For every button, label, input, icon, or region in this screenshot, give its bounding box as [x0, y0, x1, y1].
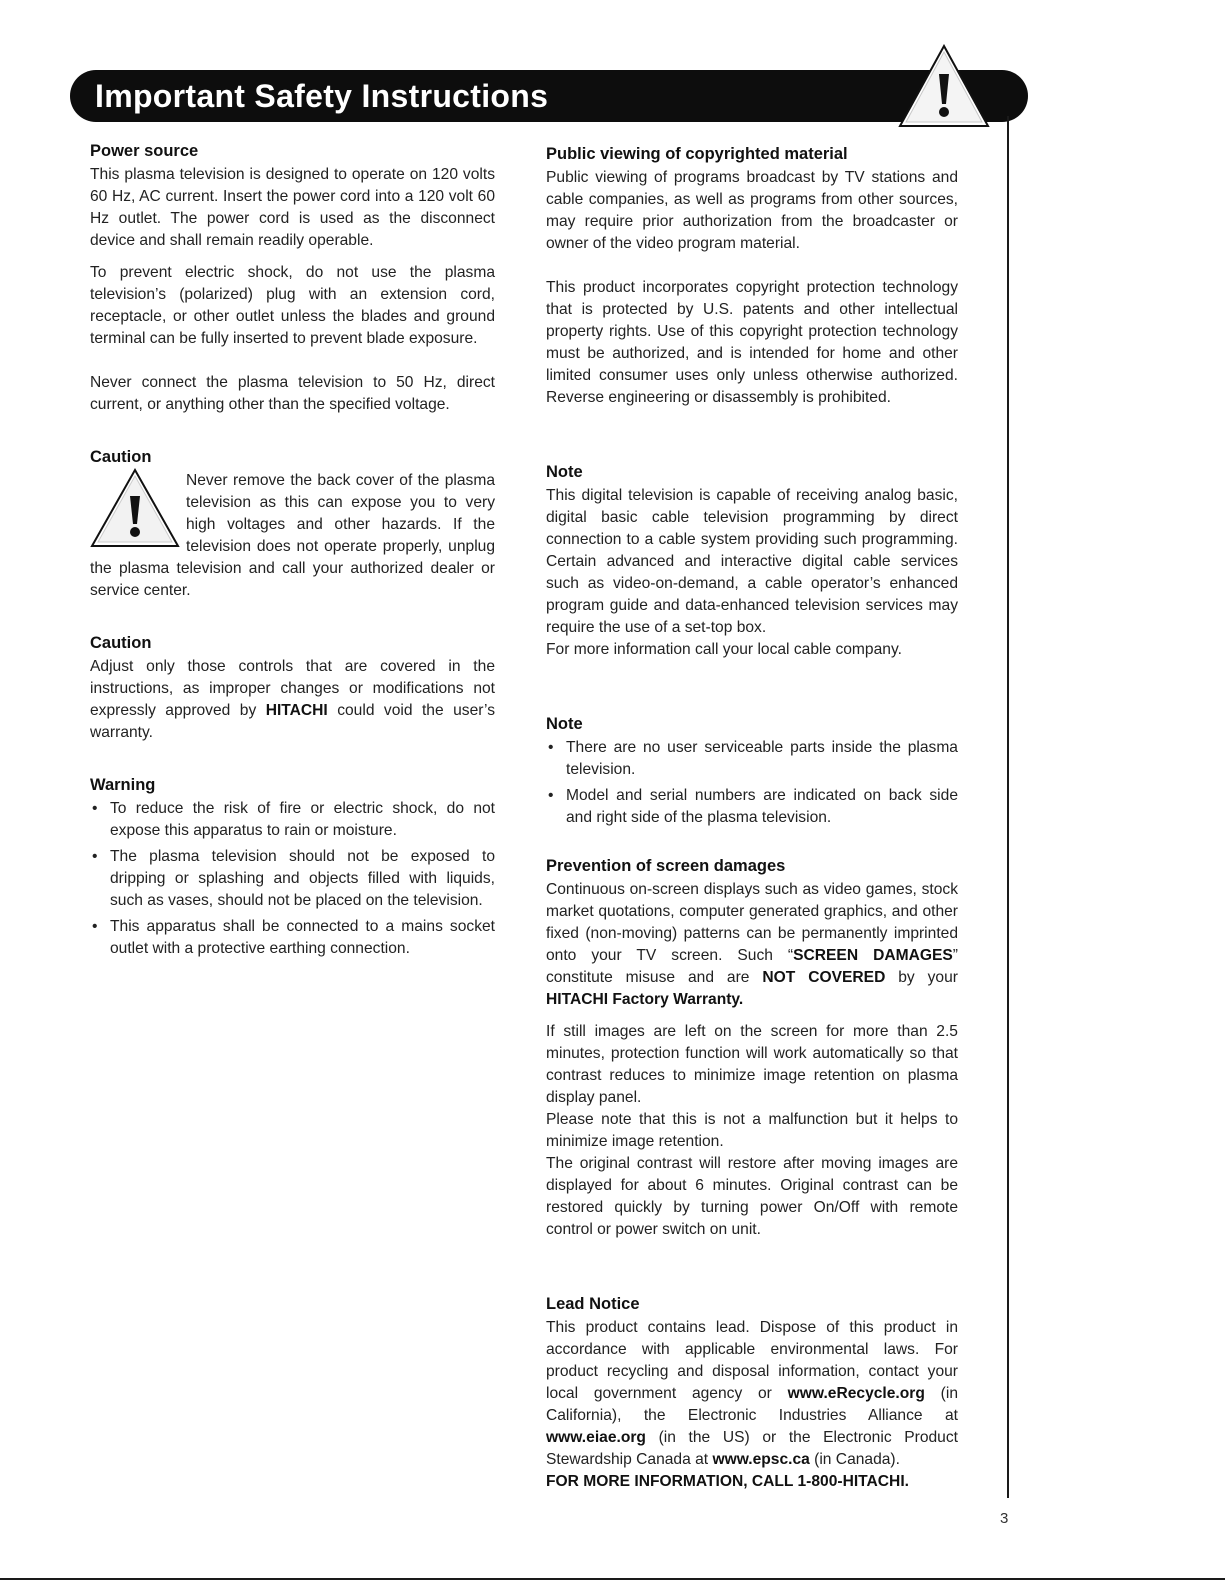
page-title: Important Safety Instructions: [95, 78, 549, 114]
public-viewing-paragraph-2: This product incorporates copyright protection technology that is protected by U.S. patents and other intellectual property rights. Use of this copyright protection technology must be authorized, and is intended for home and other limited consumer uses only unless otherwise authorized. Reverse engineering or disassembly is prohibited.: [546, 279, 958, 406]
right-column: [546, 143, 958, 1493]
public-viewing-heading: Public viewing of copyrighted material: [546, 145, 848, 163]
caution-controls-text: Adjust only those controls that are covered in the instructions, as improper changes or modifications not expressly approved by HITACHI could void the user’s warranty.: [90, 658, 495, 741]
prevention-section: [546, 855, 958, 1241]
epsc-link[interactable]: www.epsc.ca: [712, 1451, 810, 1468]
call-info: FOR MORE INFORMATION, CALL 1-800-HITACHI.: [546, 1473, 909, 1490]
power-source-section: [90, 140, 495, 416]
list-item: • Model and serial numbers are indicated on back side and right side of the plasma television.: [546, 785, 958, 829]
caution-cover-text: Never remove the back cover of the plasma television as this can expose you to very high voltages and other hazards. If the television does not operate properly, unplug the plasma television and call your authorized dealer or service center.: [90, 472, 495, 599]
note-cable-section: [546, 461, 958, 661]
eiae-link[interactable]: www.eiae.org: [546, 1429, 646, 1446]
caution-heading: Caution: [90, 448, 152, 466]
warning-heading: Warning: [90, 776, 156, 794]
prevention-paragraph-2: If still images are left on the screen for more than 2.5 minutes, protection function will work automatically so that contrast reduces to minimize image retention on plasma display panel.: [546, 1023, 958, 1106]
note-parts-section: [546, 713, 958, 829]
prevention-paragraph-1: Continuous on-screen displays such as video games, stock market quotations, computer generated graphics, and other fixed (non-moving) patterns can be permanently imprinted onto your TV screen. Such “SCREEN DAMAGES” constitute misuse and are NOT COVERED by your HITACHI Factory Warranty.: [546, 881, 958, 1008]
note-cable-paragraph: This digital television is capable of receiving analog basic, digital basic cable television programming by direct connection to a cable system providing such programming. Certain advanced and interactive digital cable services such as video-on-demand, a cable operator’s enhanced program guide and data-enhanced television services may require the use of a set-top box.: [546, 487, 958, 636]
caution-heading: Caution: [90, 634, 152, 652]
public-viewing-section: [546, 143, 958, 409]
list-item: • The plasma television should not be exposed to dripping or splashing and objects filled with liquids, such as vases, should not be placed on the television.: [90, 846, 495, 912]
warning-section: [90, 774, 495, 960]
note-list: [546, 737, 958, 829]
list-item: • To reduce the risk of fire or electric shock, do not expose this apparatus to rain or moisture.: [90, 798, 495, 842]
warning-list: [90, 798, 495, 960]
prevention-heading: Prevention of screen damages: [546, 857, 786, 875]
bottom-rule: [0, 1578, 1225, 1580]
note-heading: Note: [546, 715, 583, 733]
power-source-heading: Power source: [90, 142, 199, 160]
list-item: • This apparatus shall be connected to a mains socket outlet with a protective earthing connection.: [90, 916, 495, 960]
power-source-paragraph-1: This plasma television is designed to operate on 120 volts 60 Hz, AC current. Insert the power cord into a 120 volt 60 Hz outlet. The power cord is used as the disconnect device and shall remain readily operable.: [90, 166, 495, 249]
note-heading: Note: [546, 463, 583, 481]
lead-notice-section: [546, 1293, 958, 1493]
warning-triangle-icon: [898, 44, 990, 128]
note-cable-contact: For more information call your local cable company.: [546, 641, 902, 658]
brand-hitachi: HITACHI: [265, 702, 328, 719]
list-item: • There are no user serviceable parts inside the plasma television.: [546, 737, 958, 781]
page-edge-rule: [1007, 116, 1009, 1498]
prevention-paragraph-4: The original contrast will restore after moving images are displayed for about 6 minutes. Original contrast can be restored quickly by turning power On/Off with remote control or power switch on unit.: [546, 1155, 958, 1238]
left-column: [90, 140, 495, 964]
caution-controls-section: [90, 632, 495, 744]
prevention-paragraph-3: Please note that this is not a malfunction but it helps to minimize image retention.: [546, 1111, 958, 1150]
page-number: 3: [1000, 1510, 1009, 1527]
power-source-paragraph-3: Never connect the plasma television to 50 Hz, direct current, or anything other than the specified voltage.: [90, 374, 495, 413]
public-viewing-paragraph-1: Public viewing of programs broadcast by TV stations and cable companies, as well as programs from other sources, may require prior authorization from the broadcaster or owner of the video program material.: [546, 169, 958, 252]
lead-notice-heading: Lead Notice: [546, 1295, 640, 1313]
power-source-paragraph-2: To prevent electric shock, do not use the plasma television’s (polarized) plug with an extension cord, receptacle, or other outlet unless the blades and ground terminal can be fully inserted to prevent blade exposure.: [90, 264, 495, 347]
erecycle-link[interactable]: www.eRecycle.org: [787, 1385, 925, 1402]
lead-notice-paragraph: This product contains lead. Dispose of this product in accordance with applicable environmental laws. For product recycling and disposal information, contact your local government agency or www.eRecycle.org (in California), the Electronic Industries Alliance at www.eiae.org (in the US) or the Electronic Product Stewardship Canada at www.epsc.ca (in Canada).: [546, 1319, 958, 1468]
caution-triangle-icon: [88, 466, 182, 550]
caution-cover-section: [90, 446, 495, 602]
